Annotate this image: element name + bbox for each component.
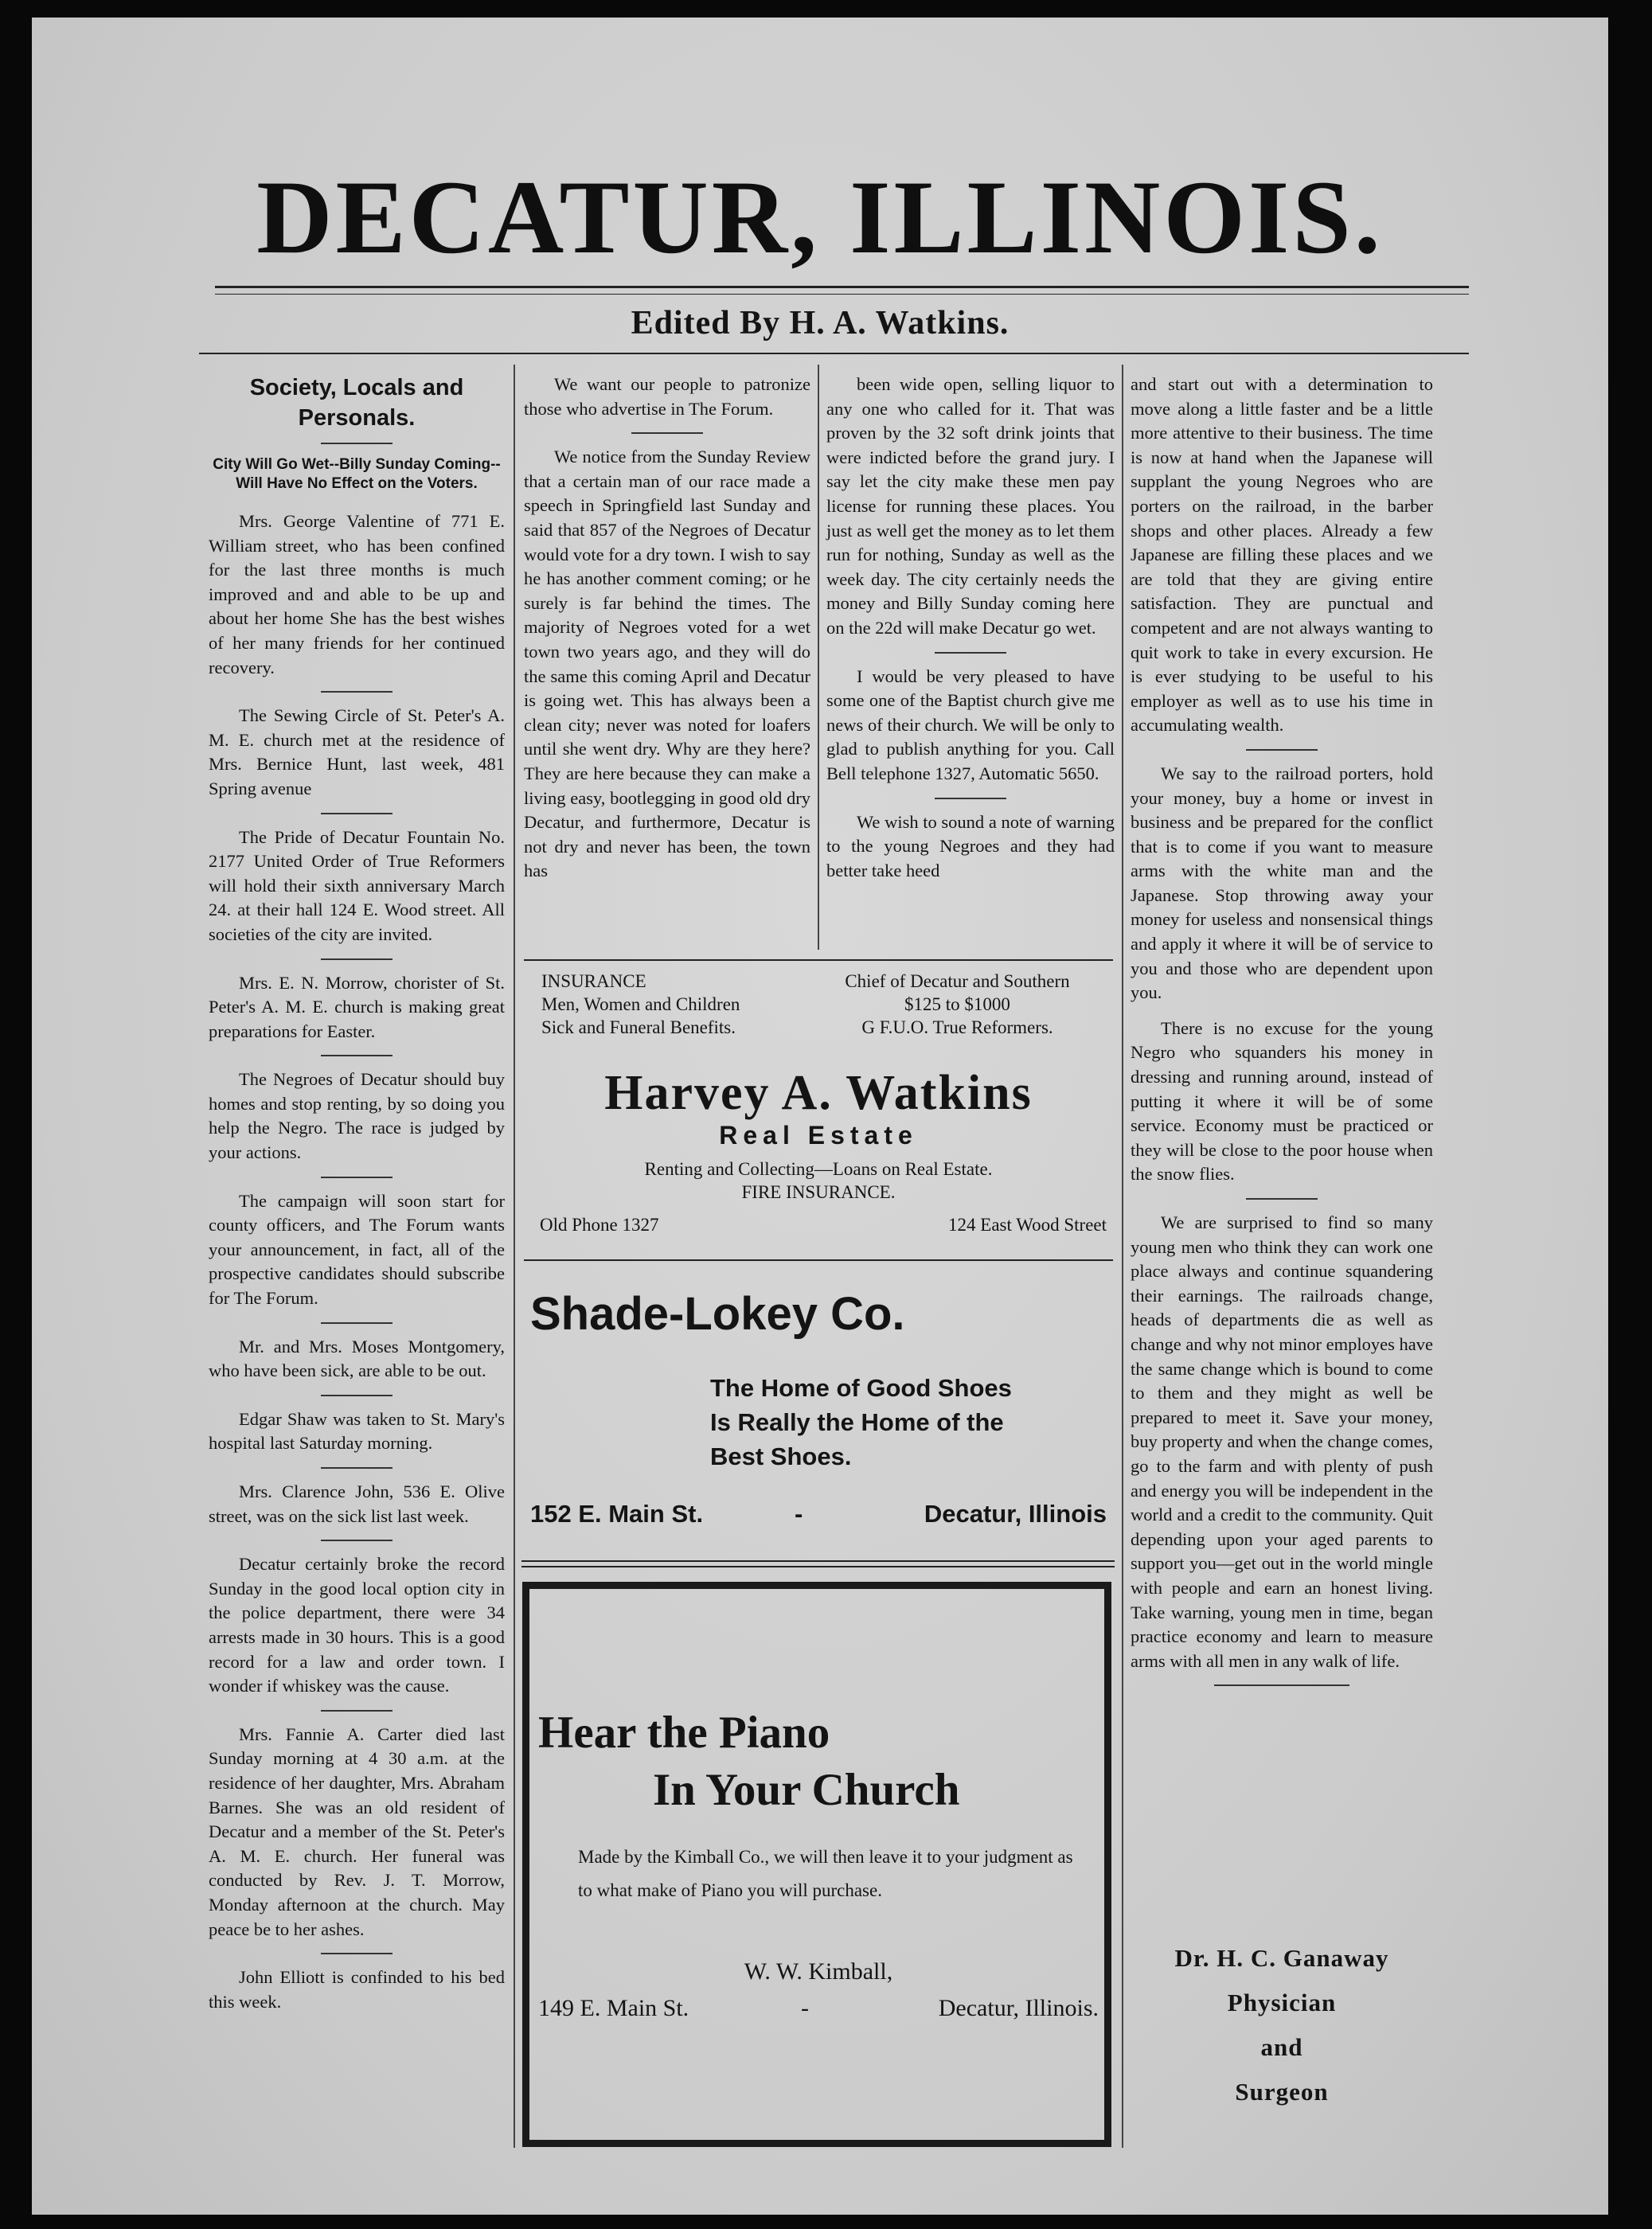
column-divider-2	[818, 365, 819, 950]
local-item: Mrs. Fannie A. Carter died last Sunday morning at 4 30 a.m. at the residence of her daughter, Mrs. Abraham Barnes. She was an old resident of Decatur and a member of the St. Peter's A. M. E. church. Her funeral was conducted by Rev. J. T. Morrow, Monday afternoon at the church. May peace be to her ashes.	[209, 1723, 505, 1939]
local-item: The Negroes of Decatur should buy homes and stop renting, by so doing you help the Negro. The race is judged by your actions.	[209, 1069, 505, 1163]
masthead-title: DECATUR, ILLINOIS.	[256, 158, 1384, 275]
separator	[321, 1710, 392, 1712]
watkins-services: Renting and Collecting—Loans on Real Estate.	[644, 1159, 993, 1179]
piano-headline-2: In Your Church	[653, 1765, 960, 1815]
editorial-paragraph: We are surprised to find so many young men who think they can work one place always and continue squandering their earnings. The railroads change, heads of departments die as well as change and why not minor employes have the same change which is bound to come to them and they might as well be prepared to meet it. Save your money, buy property and when the change comes, go to the farm and with plenty of push and energy you will be independent in the world and a credit to the community. Quit depending upon your aged parents to support you—get out in the world mingle with people and earn an honest living. Take warning, young men in time, began practice economy and learn to measure arms with all men in any walk of life.	[1131, 1212, 1433, 1671]
separator	[935, 798, 1006, 799]
local-item: Edgar Shaw was taken to St. Mary's hospital last Saturday morning.	[209, 1408, 505, 1454]
local-item: The campaign will soon start for county officers, and The Forum wants your announcement, in fact, all of the prospective candidates should subscribe for The Forum.	[209, 1190, 505, 1309]
shoes-slogan	[710, 1371, 1108, 1474]
editorial-paragraph: There is no excuse for the young Negro who squanders his money in dressing and running around, instead of putting it where it will be of some service. Economy must be practiced or they will be close to the poor house when the snow flies.	[1131, 1017, 1433, 1185]
watkins-address: 124 East Wood Street	[948, 1215, 1107, 1235]
ad-divider-rule	[524, 1259, 1113, 1261]
society-subheading: City Will Go Wet--Billy Sunday Coming--Will Have No Effect on the Voters.	[213, 456, 501, 492]
shoes-line: Best Shoes.	[710, 1442, 852, 1470]
separator	[321, 1540, 392, 1541]
shoes-line: Is Really the Home of the	[710, 1408, 1004, 1436]
editorial-paragraph: I would be very pleased to have some one of the Baptist church give me news of their church. We will be only to glad to publish anything for you. Call Bell telephone 1327, Automatic 5650.	[826, 666, 1115, 783]
society-heading: Society, Locals and Personals.	[249, 375, 464, 431]
editorial-paragraph: been wide open, selling liquor to any one who called for it. That was proven by the 32 soft drink joints that were indicted before the grand jury. I say let the city make these men pay license for running these places. You just as well get the money as to let them run for nothing, Sunday as well as the week day. The city certainly needs the money and Billy Sunday coming here on the 22d will make Decatur go wet.	[826, 374, 1115, 638]
ad-double-rule-top	[521, 1560, 1115, 1562]
editorial-paragraph: and start out with a determination to move along a little faster and be a little more attentive to their business. The time is now at hand when the Japanese will supplant the young Negroes who are porters on the railroad, in the barber shops and other places. Already a few Japanese are filling these places and we are told that they are giving entire satisfaction. They are punctual and competent and are not always wanting to quit work to take in every excursion. He is ever studying to be useful to his employer as well as to use his time in accumulating wealth.	[1131, 374, 1433, 736]
watkins-name: Harvey A. Watkins	[604, 1066, 1033, 1120]
local-item: Mrs. Clarence John, 536 E. Olive street, was on the sick list last week.	[209, 1481, 505, 1526]
reformers-line: $125 to $1000	[904, 994, 1010, 1014]
separator	[321, 1322, 392, 1324]
real-estate-subtitle: Real Estate	[719, 1121, 918, 1150]
ganaway-card	[1131, 1936, 1433, 2114]
column-society	[209, 373, 505, 2025]
separator	[631, 432, 703, 434]
separator	[321, 813, 392, 814]
shade-dash: -	[795, 1500, 803, 1528]
editor-rule	[199, 353, 1469, 354]
separator	[1246, 749, 1318, 751]
editorial-paragraph: We notice from the Sunday Review that a certain man of our race made a speech in Springfield last Sunday and said that 857 of the Negroes of Decatur would vote for a dry town. I wish to say he has another comment coming; or he surely is far behind the times. The majority of Negroes voted for a wet town two years ago, and they will do the same this coming April and Decatur is going wet. This has always been a clean city; never was noted for loafers until she went dry. Why are they here? They are here because they can make a living easy, bootlegging in good old dry Decatur, and furthermore, Decatur is not dry and never has been, the town has	[524, 447, 810, 881]
watkins-phone: Old Phone 1327	[540, 1215, 659, 1235]
local-item: Mrs. E. N. Morrow, chorister of St. Peter's A. M. E. church is making great preparations for Easter.	[209, 972, 505, 1041]
local-item: Mr. and Mrs. Moses Montgomery, who have been sick, are able to be out.	[209, 1336, 505, 1381]
column-editorial-3	[1131, 373, 1433, 1697]
local-item: The Sewing Circle of St. Peter's A. M. E. church met at the residence of Mrs. Bernice Hunt, last week, 481 Spring avenue	[209, 705, 505, 798]
piano-dash: -	[801, 1995, 809, 2021]
column-divider-1	[514, 365, 515, 2148]
newspaper-page	[32, 18, 1608, 2215]
separator	[935, 652, 1006, 654]
separator	[321, 1395, 392, 1396]
reformers-line: Chief of Decatur and Southern	[845, 971, 1070, 991]
ganaway-line: Surgeon	[1235, 2078, 1329, 2106]
separator	[321, 1467, 392, 1469]
piano-headline-1: Hear the Piano	[538, 1708, 830, 1758]
fire-insurance: FIRE INSURANCE.	[741, 1182, 896, 1202]
reformers-block	[816, 970, 1099, 1039]
ad-double-rule-bottom	[521, 1566, 1115, 1567]
ganaway-name: Dr. H. C. Ganaway	[1174, 1944, 1389, 1972]
piano-signer: W. W. Kimball,	[744, 1958, 893, 1985]
editorial-paragraph: We say to the railroad porters, hold your money, buy a home or invest in business and be prepared for the conflict that is to come if you want to measure arms with the white man and the Japanese. Stop throwing away your money for useless and nonsensical things and apply it where it will be of service to you and those who are dependent upon you.	[1131, 763, 1433, 1003]
separator	[321, 691, 392, 693]
insurance-line: Men, Women and Children	[541, 994, 740, 1014]
ganaway-line: and	[1260, 2033, 1303, 2061]
masthead-rule-thin	[215, 294, 1469, 295]
masthead-rule-thick	[215, 286, 1469, 288]
separator	[321, 1055, 392, 1056]
editor-line: Edited By H. A. Watkins.	[631, 305, 1010, 342]
shade-address: 152 E. Main St.	[530, 1500, 704, 1528]
separator	[321, 1953, 392, 1954]
shade-lokey-name: Shade-Lokey Co.	[530, 1288, 905, 1340]
piano-body: Made by the Kimball Co., we will then leave it to your judgment as to what make of Piano you will purchase.	[578, 1847, 1073, 1900]
separator	[321, 1177, 392, 1178]
shoes-line: The Home of Good Shoes	[710, 1374, 1012, 1402]
separator	[1214, 1684, 1349, 1686]
separator	[321, 958, 392, 960]
insurance-line: Sick and Funeral Benefits.	[541, 1017, 736, 1037]
piano-address: 149 E. Main St.	[538, 1995, 689, 2021]
insurance-block	[541, 970, 804, 1039]
reformers-line: G F.U.O. True Reformers.	[861, 1017, 1053, 1037]
local-item: The Pride of Decatur Fountain No. 2177 United Order of True Reformers will hold their sixth anniversary March 24. at their hall 124 E. Wood street. All societies of the city are invited.	[209, 826, 505, 944]
column-divider-3	[1122, 365, 1123, 2148]
local-item: Decatur certainly broke the record Sunday in the good local option city in the police department, there were 34 arrests made in 30 hours. This is a good record for a law and order town. I wonder if whiskey was the cause.	[209, 1554, 505, 1696]
column-editorial-1	[524, 373, 810, 895]
local-item: Mrs. George Valentine of 771 E. William street, who has been confined for the last three months is much improved and and able to be up and about her home She has the best wishes of her many friends for her continued recovery.	[209, 511, 505, 677]
local-item: John Elliott is confinded to his bed this week.	[209, 1967, 505, 2012]
editorial-paragraph: We want our people to patronize those who advertise in The Forum.	[524, 374, 810, 419]
column-editorial-2	[826, 373, 1115, 894]
ganaway-line: Physician	[1227, 1989, 1337, 2016]
editorial-paragraph: We wish to sound a note of warning to the young Negroes and they had better take heed	[826, 811, 1115, 880]
separator	[321, 443, 392, 444]
separator	[1246, 1198, 1318, 1200]
piano-city: Decatur, Illinois.	[938, 1995, 1099, 2021]
insurance-line: INSURANCE	[541, 971, 646, 991]
shade-city: Decatur, Illinois	[924, 1500, 1107, 1528]
ad-top-rule	[524, 959, 1113, 961]
